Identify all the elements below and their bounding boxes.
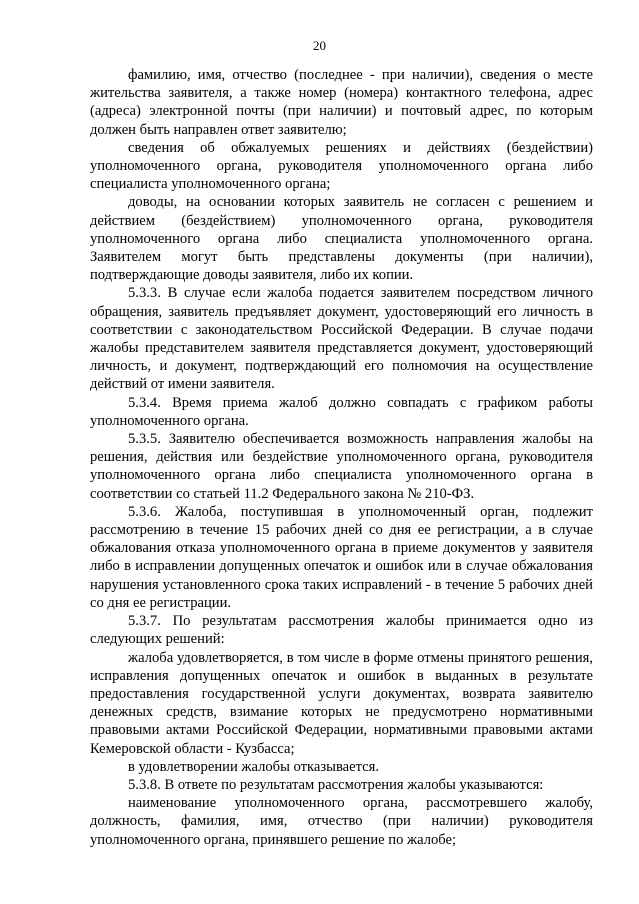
paragraph-5-3-3: 5.3.3. В случае если жалоба подается заявителем посредством личного обращения, заявитель предъявляет документ, удостоверяющий его личность в соответствии с законодательством Российской Федерации. В случае подачи жалобы представителем заявителя представляется документ, удостоверяющий личность, и документ, подтверждающий его полномочия на осуществление действий от имени заявителя. bbox=[90, 285, 593, 393]
paragraph-5-3-6: 5.3.6. Жалоба, поступившая в уполномоченный орган, подлежит рассмотрению в течение 15 рабочих дней со дня ее регистрации, а в случае обжалования отказа уполномоченного органа в приеме документов у заявителя либо в исправлении допущенных опечаток и ошибок или в случае обжалования нарушения установленного срока таких исправлений - в течение 5 рабочих дней со дня ее регистрации. bbox=[90, 503, 593, 611]
document-text-body bbox=[90, 66, 593, 849]
paragraph-authority-name: наименование уполномоченного органа, рассмотревшего жалобу, должность, фамилия, имя, отчество (при наличии) руководителя уполномоченного органа, принявшего решение по жалобе; bbox=[90, 795, 593, 848]
paragraph-complaint-satisfied: жалоба удовлетворяется, в том числе в форме отмены принятого решения, исправления допущенных опечаток и ошибок в выданных в результате предоставления государственной услуги документах, возврата заявителю денежных средств, взимание которых не предусмотрено нормативными правовыми актами Российской Федерации, нормативными правовыми актами Кемеровской области - Кузбасса; bbox=[90, 649, 593, 757]
paragraph-5-3-8: 5.3.8. В ответе по результатам рассмотрения жалобы указываются: bbox=[128, 776, 544, 793]
paragraph-5-3-7: 5.3.7. По результатам рассмотрения жалобы принимается одно из следующих решений: bbox=[90, 613, 593, 648]
paragraph-5-3-4: 5.3.4. Время приема жалоб должно совпадать с графиком работы уполномоченного органа. bbox=[90, 394, 593, 429]
paragraph-5-3-5: 5.3.5. Заявителю обеспечивается возможность направления жалобы на решения, действия или бездействие уполномоченного органа, руководителя уполномоченного органа либо специалиста уполномоченного органа в соответствии со статьей 11.2 Федерального закона № 210-ФЗ. bbox=[90, 431, 593, 502]
paragraph-arguments: доводы, на основании которых заявитель не согласен с решением и действием (бездействием) уполномоченного органа, руководителя уполномоченного органа либо специалиста уполномоченного органа. Заявителем могут быть представлены документы (при наличии), подтверждающие доводы заявителя, либо их копии. bbox=[90, 194, 593, 284]
paragraph-appealed-decisions: сведения об обжалуемых решениях и действиях (бездействии) уполномоченного органа, руководителя уполномоченного органа либо специалиста уполномоченного органа; bbox=[90, 139, 593, 193]
paragraph-complaint-rejected: в удовлетворении жалобы отказывается. bbox=[128, 758, 380, 775]
paragraph-applicant-details: фамилию, имя, отчество (последнее - при наличии), сведения о месте жительства заявителя, а также номер (номера) контактного телефона, адрес (адреса) электронной почты (при наличии) и почтовый адрес, по которым должен быть направлен ответ заявителю; bbox=[90, 67, 593, 138]
page-number: 20 bbox=[313, 38, 326, 53]
